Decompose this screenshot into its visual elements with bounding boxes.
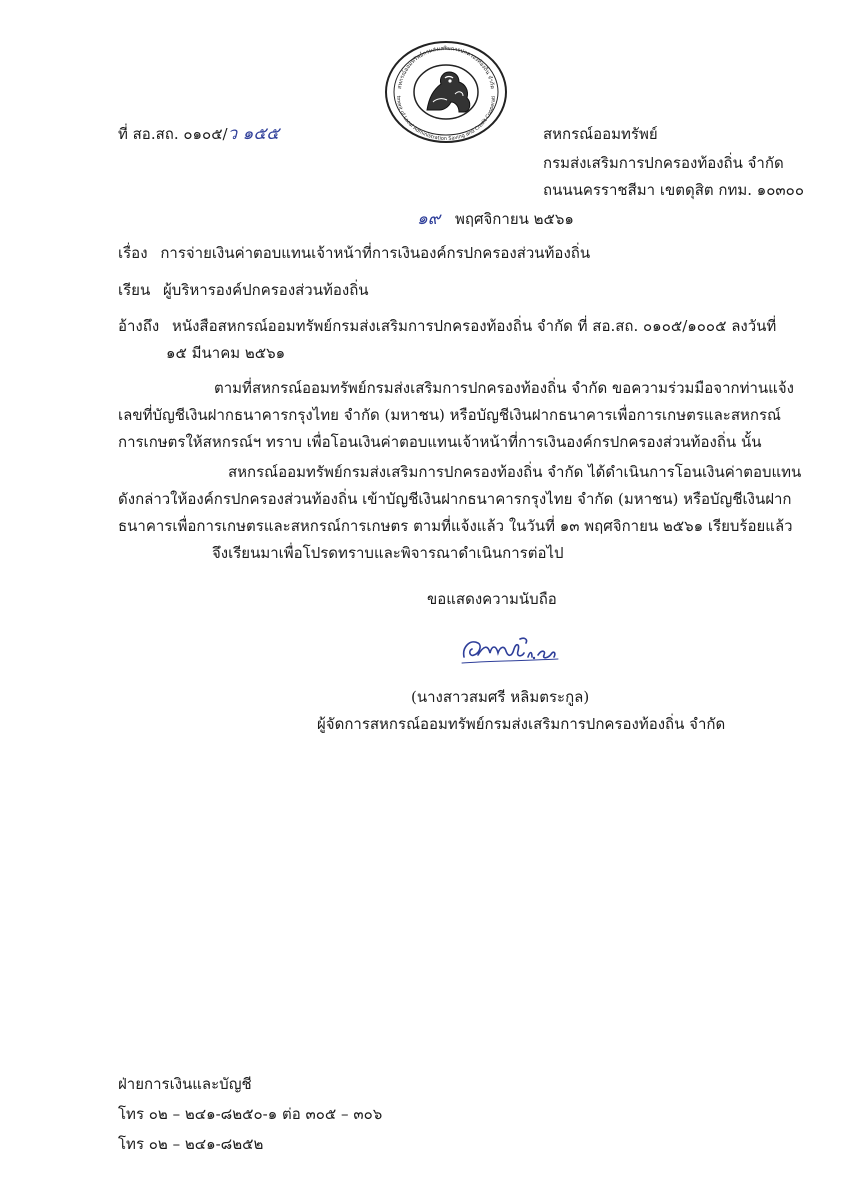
reference-prefix: ที่ สอ.สถ. ๐๑๐๕/ bbox=[118, 125, 228, 143]
paragraph-2-line-2: ดังกล่าวให้องค์กรปกครองส่วนท้องถิ่น เข้าบัญชีเงินฝากธนาคารกรุงไทย จำกัด (มหาชน) หรือบัญชีเงินฝาก bbox=[118, 490, 792, 508]
seal-top-text: สหกรณ์ออมทรัพย์กรมส่งเสริมการปกครองท้องถิ่น จำกัด bbox=[397, 45, 495, 90]
paragraph-1-line-2: เลขที่บัญชีเงินฝากธนาคารกรุงไทย จำกัด (มหาชน) หรือบัญชีเงินฝากธนาคารเพื่อการเกษตรและสหกรณ์ bbox=[118, 406, 781, 424]
signer-name: (นางสาวสมศรี หลิมตระกูล) bbox=[411, 688, 590, 706]
document-reference-number bbox=[118, 124, 279, 144]
letter-date bbox=[417, 209, 574, 229]
date-month-year: พฤศจิกายน ๒๕๖๑ bbox=[455, 210, 574, 228]
reference-line bbox=[118, 316, 776, 336]
recipient-label: เรียน bbox=[118, 281, 151, 299]
body-paragraph-3: จึงเรียนมาเพื่อโปรดทราบและพิจารณาดำเนินการต่อไป bbox=[212, 544, 564, 562]
reference-text-line2: ๑๕ มีนาคม ๒๕๖๑ bbox=[166, 344, 286, 362]
recipient-line bbox=[118, 280, 369, 300]
footer-phone-2: โทร ๐๒ – ๒๔๑-๘๒๕๒ bbox=[118, 1135, 264, 1153]
org-address: ถนนนครราชสีมา เขตดุสิต กทม. ๑๐๓๐๐ bbox=[543, 181, 804, 199]
seal-bottom-text: tment of Local Administration Saving and Credit Cooperati bbox=[394, 95, 498, 142]
paragraph-2-line-1: สหกรณ์ออมทรัพย์กรมส่งเสริมการปกครองท้องถิ่น จำกัด ได้ดำเนินการโอนเงินค่าตอบแทน bbox=[228, 463, 802, 481]
body-paragraph-2 bbox=[118, 459, 802, 540]
paragraph-2-line-3: ธนาคารเพื่อการเกษตรและสหกรณ์การเกษตร ตามที่แจ้งแล้ว ในวันที่ ๑๓ พฤศจิกายน ๒๕๖๑ เรียบร้อยแล้ว bbox=[118, 517, 793, 535]
org-name: สหกรณ์ออมทรัพย์ bbox=[543, 125, 658, 143]
signer-position: ผู้จัดการสหกรณ์ออมทรัพย์กรมส่งเสริมการปกครองท้องถิ่น จำกัด bbox=[317, 715, 726, 733]
signature-icon bbox=[458, 627, 570, 671]
recipient-text: ผู้บริหารองค์ปกครองส่วนท้องถิ่น bbox=[163, 281, 369, 299]
body-paragraph-1 bbox=[118, 375, 794, 456]
handwritten-signature bbox=[458, 627, 570, 671]
subject-text: การจ่ายเงินค่าตอบแทนเจ้าหน้าที่การเงินองค์กรปกครองส่วนท้องถิ่น bbox=[160, 244, 591, 262]
cooperative-seal-logo bbox=[383, 40, 509, 144]
reference-text-line1: หนังสือสหกรณ์ออมทรัพย์กรมส่งเสริมการปกครองท้องถิ่น จำกัด ที่ สอ.สถ. ๐๑๐๕/๑๐๐๕ ลงวันที่ bbox=[171, 317, 777, 335]
seal-icon bbox=[383, 40, 509, 144]
date-day-handwritten: ๑๙ bbox=[417, 209, 441, 229]
subject-line bbox=[118, 243, 590, 263]
reference-handwritten-number: ว ๑๕๕ bbox=[227, 124, 280, 144]
closing-salutation: ขอแสดงความนับถือ bbox=[427, 590, 557, 608]
paragraph-1-line-1: ตามที่สหกรณ์ออมทรัพย์กรมส่งเสริมการปกครองท้องถิ่น จำกัด ขอความร่วมมือจากท่านแจ้ง bbox=[214, 379, 794, 397]
paragraph-1-line-3: การเกษตรให้สหกรณ์ฯ ทราบ เพื่อโอนเงินค่าตอบแทนเจ้าหน้าที่การเงินองค์กรปกครองส่วนท้องถิ่น นั้น bbox=[118, 433, 762, 451]
subject-label: เรื่อง bbox=[118, 244, 148, 262]
footer-department: ฝ่ายการเงินและบัญชี bbox=[118, 1075, 252, 1093]
org-department: กรมส่งเสริมการปกครองท้องถิ่น จำกัด bbox=[543, 154, 784, 172]
footer-phone-1: โทร ๐๒ – ๒๔๑-๘๒๕๐-๑ ต่อ ๓๐๕ – ๓๐๖ bbox=[118, 1105, 383, 1123]
reference-label: อ้างถึง bbox=[118, 317, 160, 335]
